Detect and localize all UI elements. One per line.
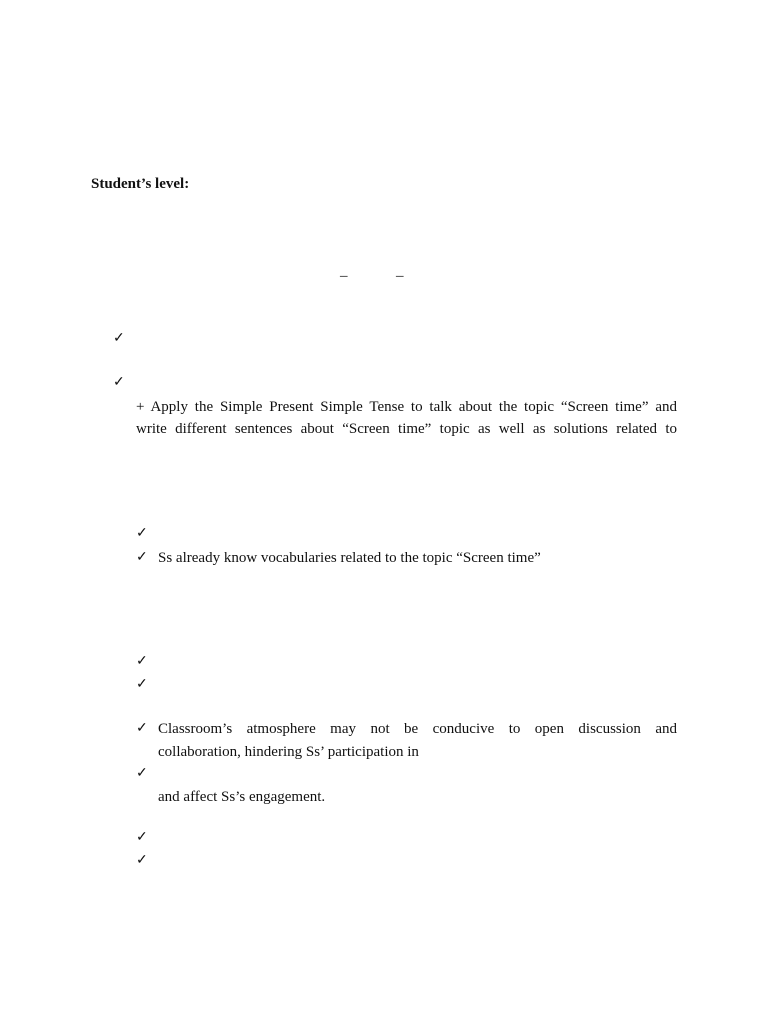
objective-line: + Apply the Simple Present Simple Tense to talk about the topic “Screen time” and (136, 399, 677, 415)
assumption-item: Ss already know vocabularies related to the topic “Screen time” (158, 550, 541, 566)
student-level-label: Student’s level: (91, 176, 190, 192)
checkmark-icon: ✓ (136, 550, 148, 565)
dash-left: – (340, 268, 348, 284)
problem-item-line: Classroom’s atmosphere may not be conducive to open discussion and (158, 721, 677, 737)
problem-item-line: collaboration, hindering Ss’ participation in (158, 744, 419, 760)
checkmark-icon: ✓ (136, 766, 148, 781)
checkmark-icon: ✓ (136, 830, 148, 845)
checkmark-icon: ✓ (136, 654, 148, 669)
checkmark-icon: ✓ (136, 721, 148, 736)
dash-right: – (396, 268, 404, 284)
checkmark-icon: ✓ (113, 375, 125, 390)
checkmark-icon: ✓ (113, 331, 125, 346)
objective-line: write different sentences about “Screen time” topic as well as solutions related to (136, 421, 677, 437)
problem-item-continuation: and affect Ss’s engagement. (158, 789, 326, 805)
checkmark-icon: ✓ (136, 526, 148, 541)
checkmark-icon: ✓ (136, 677, 148, 692)
checkmark-icon: ✓ (136, 853, 148, 868)
